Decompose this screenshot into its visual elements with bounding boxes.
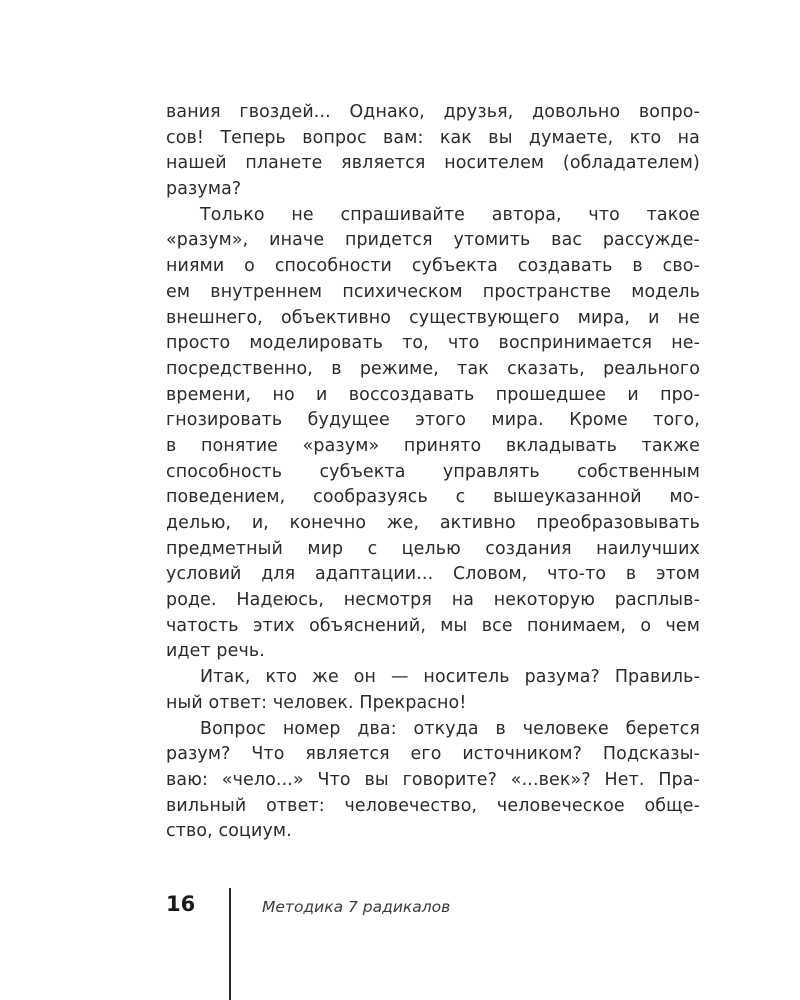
page-footer bbox=[0, 880, 800, 1000]
text-line: роде. Надеюсь, несмотря на некоторую расплыв- bbox=[166, 590, 700, 611]
text-line: идет речь. bbox=[166, 641, 265, 662]
text-line: просто моделировать то, что воспринимается не- bbox=[166, 333, 700, 354]
text-line: Вопрос номер два: откуда в человеке берется bbox=[200, 718, 700, 739]
text-line: делью, и, конечно же, активно преобразовывать bbox=[166, 513, 700, 533]
text-line: сов! Теперь вопрос вам: как вы думаете, кто на bbox=[166, 127, 700, 148]
text-line: ство, социум. bbox=[166, 821, 292, 842]
text-line: в понятие «разум» принято вкладывать также bbox=[166, 435, 700, 456]
text-line: времени, но и воссоздавать прошедшее и про- bbox=[166, 384, 700, 405]
text-line: ваю: «чело...» Что вы говорите? «...век»? Нет. Пра- bbox=[166, 769, 700, 790]
text-line: вильный ответ: человечество, человеческое обще- bbox=[166, 795, 700, 816]
text-line: нашей планете является носителем (обладателем) bbox=[166, 153, 700, 174]
text-line: разум? Что является его источником? Подсказы- bbox=[166, 744, 700, 765]
footer-divider bbox=[229, 888, 231, 1000]
page-number: 16 bbox=[166, 892, 196, 916]
text-line: Только не спрашивайте автора, что такое bbox=[200, 204, 700, 225]
text-line: ный ответ: человек. Прекрасно! bbox=[166, 692, 467, 713]
text-line: внешнего, объективно существующего мира, и не bbox=[166, 307, 700, 328]
running-title: Методика 7 радикалов bbox=[262, 898, 451, 916]
text-line: Итак, кто же он — носитель разума? Правиль- bbox=[200, 667, 700, 688]
text-line: предметный мир с целью создания наилучших bbox=[166, 538, 700, 559]
text-line: условий для адаптации... Словом, что-то в этом bbox=[166, 564, 700, 585]
text-line: способность субъекта управлять собственным bbox=[166, 461, 700, 482]
body-text bbox=[166, 100, 700, 845]
text-line: ниями о способности субъекта создавать в сво- bbox=[166, 256, 700, 277]
text-line: чатость этих объяснений, мы все понимаем, о чем bbox=[166, 615, 700, 636]
text-line: разума? bbox=[166, 179, 242, 200]
text-line: ем внутреннем психическом пространстве модель bbox=[166, 281, 700, 302]
text-line: гнозировать будущее этого мира. Кроме того, bbox=[166, 410, 700, 431]
text-line: поведением, сообразуясь с вышеуказанной мо- bbox=[166, 487, 700, 508]
text-line: вания гвоздей... Однако, друзья, довольно вопро- bbox=[166, 102, 700, 122]
text-line: «разум», иначе придется утомить вас рассужде- bbox=[166, 230, 700, 251]
text-line: посредственно, в режиме, так сказать, реального bbox=[166, 358, 700, 379]
